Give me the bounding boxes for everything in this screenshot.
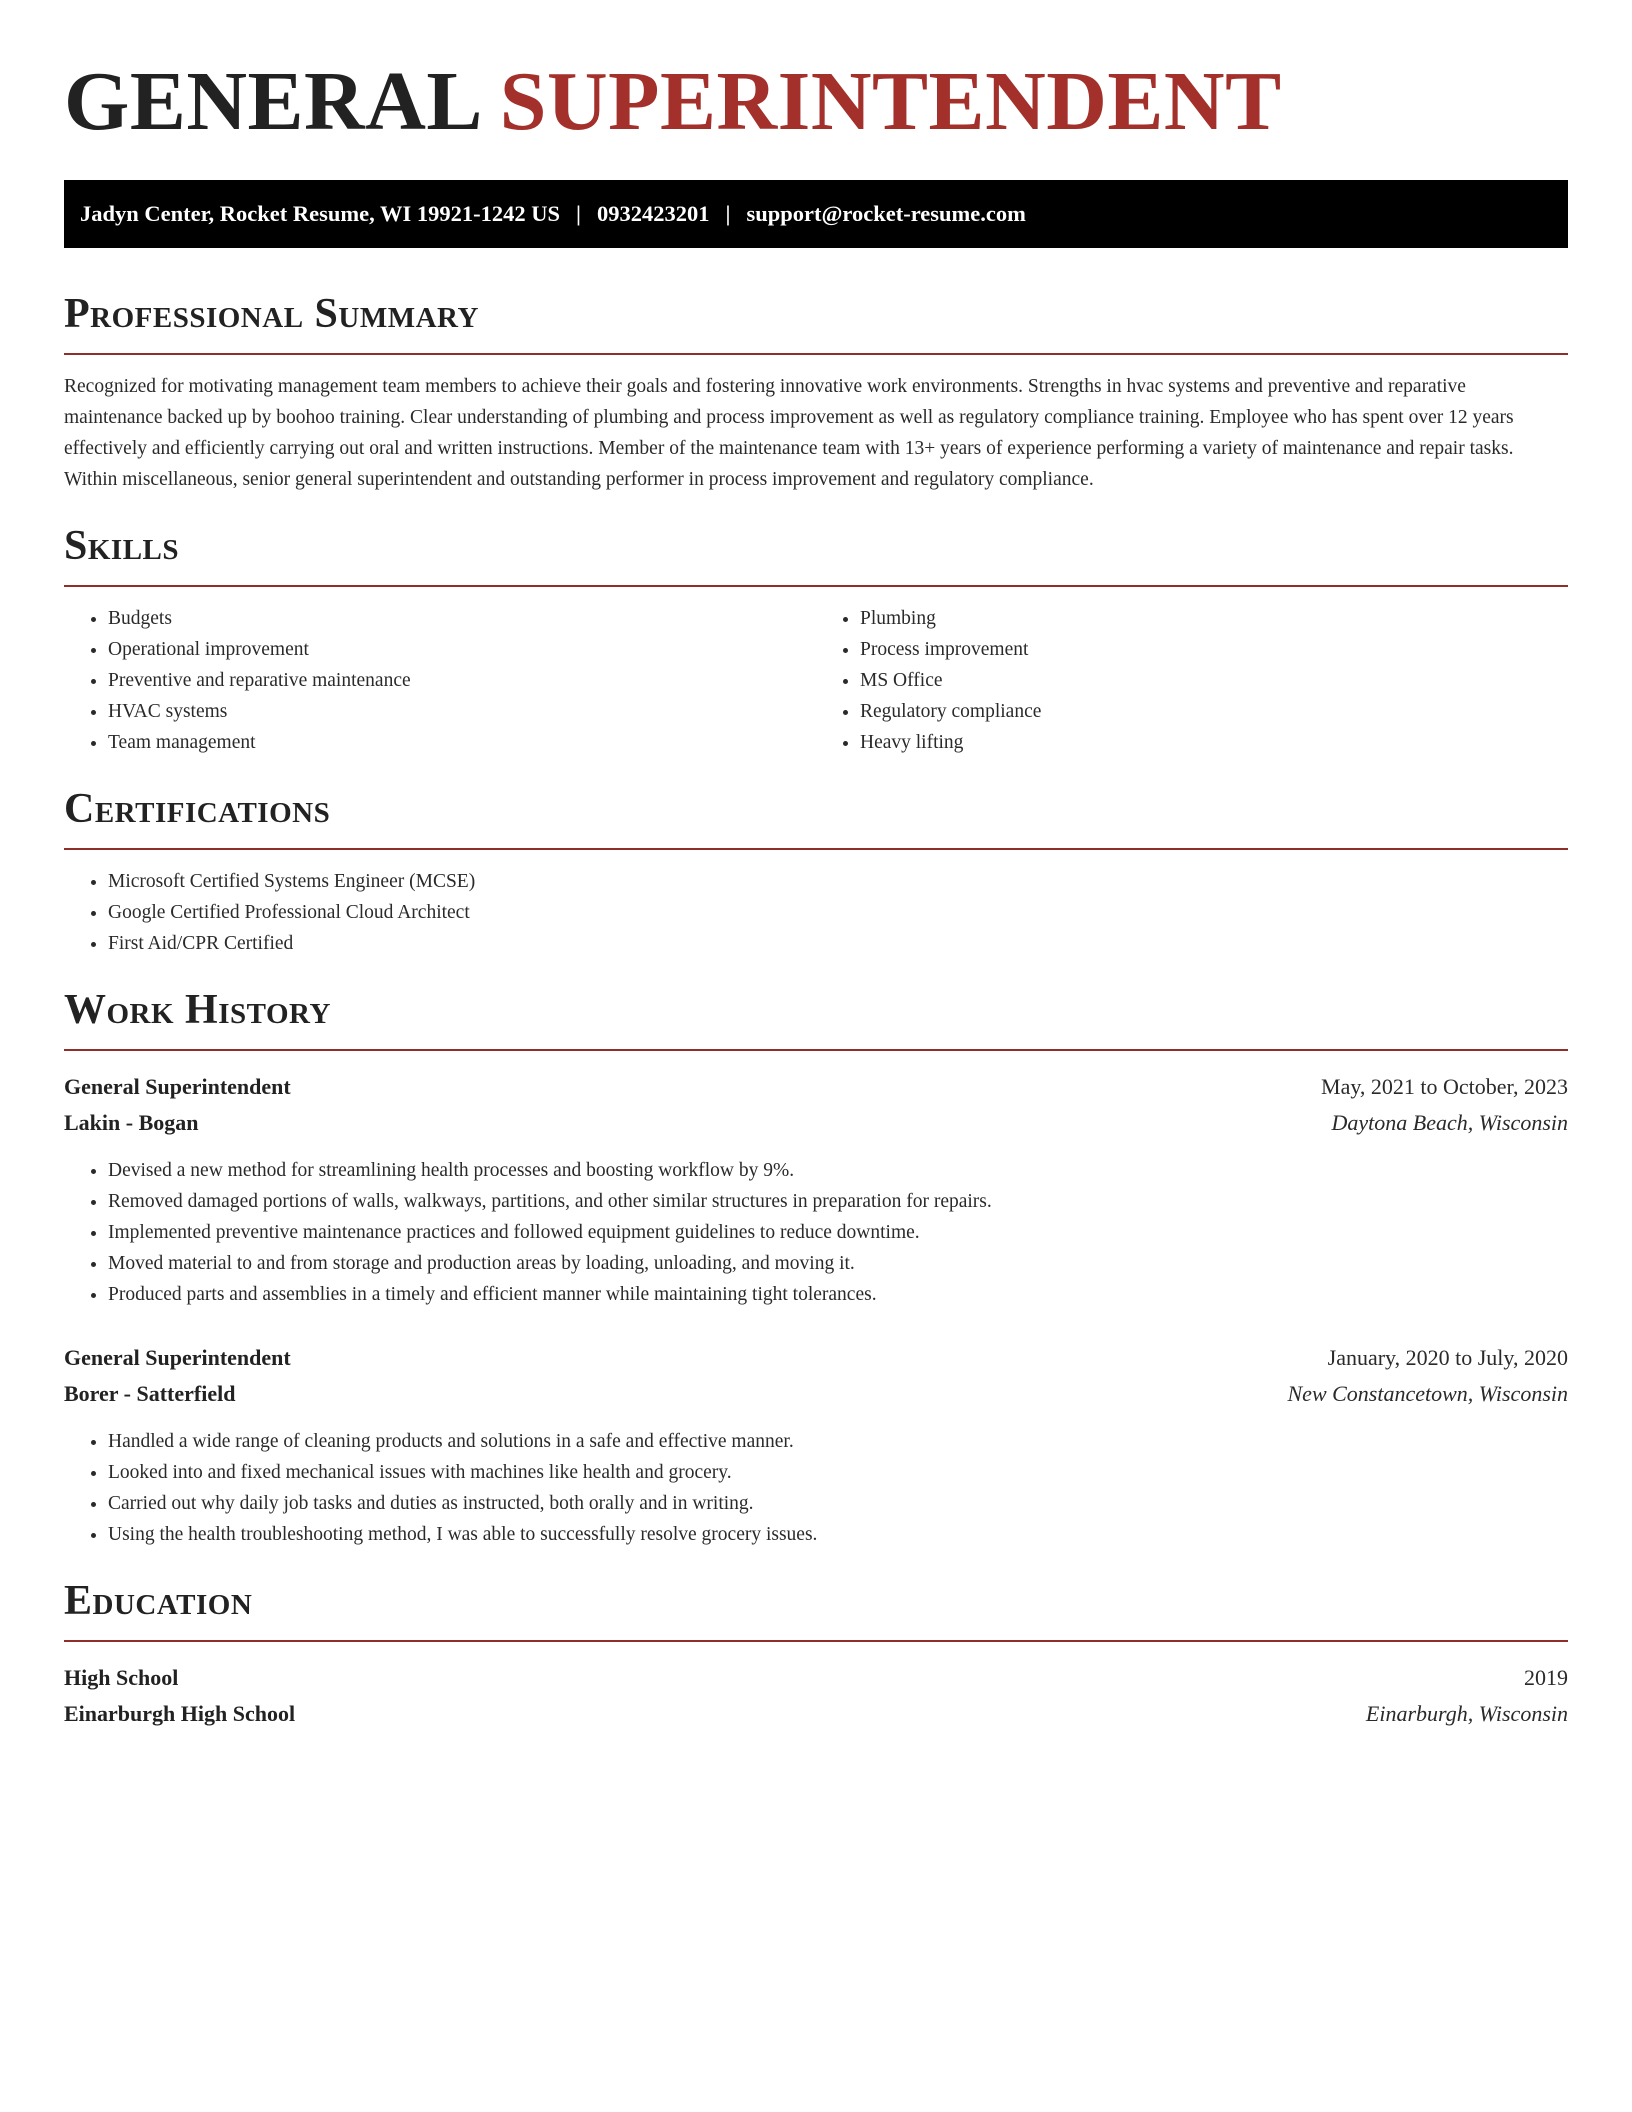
section-heading-certifications: Certifications (64, 786, 331, 832)
education-school: Einarburgh High School (64, 1701, 296, 1726)
job-duty-item: • Looked into and fixed mechanical issues with machines like health and grocery. (108, 1457, 1568, 1488)
skill-item: • MS Office (860, 665, 1568, 696)
skill-item: • Operational improvement (108, 634, 816, 665)
job-duties-list (64, 1426, 1568, 1550)
job-dates: May, 2021 to October, 2023 (1321, 1074, 1568, 1099)
job-header-row (64, 1069, 1568, 1105)
skills-list-left (64, 603, 816, 758)
job-company-row (64, 1376, 1568, 1412)
section-divider (64, 1640, 1568, 1642)
section-divider (64, 1049, 1568, 1051)
job-location: Daytona Beach, Wisconsin (1331, 1110, 1568, 1135)
skill-item: • Plumbing (860, 603, 1568, 634)
education-header-row (64, 1660, 1568, 1696)
job-company: Lakin - Bogan (64, 1110, 199, 1135)
contact-separator: | (576, 201, 581, 226)
section-divider (64, 353, 1568, 355)
skills-section (64, 521, 1568, 758)
job-header-row (64, 1340, 1568, 1376)
contact-bar (64, 180, 1568, 248)
job-entry (64, 1340, 1568, 1550)
certification-item: • Google Certified Professional Cloud Architect (108, 897, 1568, 928)
skill-item: • Preventive and reparative maintenance (108, 665, 816, 696)
job-title: General Superintendent (64, 1345, 291, 1370)
job-title: General Superintendent (64, 1074, 291, 1099)
job-duty-item: • Using the health troubleshooting method, I was able to successfully resolve grocery issues. (108, 1519, 1568, 1550)
contact-address: Jadyn Center, Rocket Resume, WI 19921-1242 US (80, 201, 560, 226)
job-duties-list (64, 1155, 1568, 1310)
education-year: 2019 (1524, 1665, 1568, 1690)
contact-phone: 0932423201 (596, 201, 710, 226)
skills-list-right (816, 603, 1568, 758)
section-heading-summary: Professional Summary (64, 291, 479, 337)
job-company-row (64, 1105, 1568, 1141)
job-duty-item: • Implemented preventive maintenance practices and followed equipment guidelines to reduce downtime. (108, 1217, 1568, 1248)
section-divider (64, 848, 1568, 850)
skill-item: • Heavy lifting (860, 727, 1568, 758)
education-section (64, 1576, 1568, 1732)
education-entry (64, 1660, 1568, 1732)
section-heading-work-history: Work History (64, 987, 331, 1033)
job-entry (64, 1069, 1568, 1310)
contact-separator: | (725, 201, 731, 226)
skill-item: • Budgets (108, 603, 816, 634)
job-duty-item: • Carried out why daily job tasks and duties as instructed, both orally and in writing. (108, 1488, 1568, 1519)
resume-title (64, 52, 1568, 152)
job-duty-item: • Handled a wide range of cleaning products and solutions in a safe and effective manner. (108, 1426, 1568, 1457)
work-history-section (64, 985, 1568, 1550)
job-duty-item: • Removed damaged portions of walls, walkways, partitions, and other similar structures in preparation for repairs. (108, 1186, 1568, 1217)
certifications-section (64, 784, 1568, 959)
certification-item: • First Aid/CPR Certified (108, 928, 1568, 959)
section-heading-skills: Skills (64, 523, 180, 569)
education-school-row (64, 1696, 1568, 1732)
job-dates: January, 2020 to July, 2020 (1327, 1345, 1568, 1370)
certification-item: • Microsoft Certified Systems Engineer (MCSE) (108, 866, 1568, 897)
certifications-list (64, 866, 1568, 959)
job-company: Borer - Satterfield (64, 1381, 236, 1406)
title-second-word: SUPERINTENDENT (499, 55, 1282, 148)
job-duty-item: • Produced parts and assemblies in a timely and efficient manner while maintaining tight tolerances. (108, 1279, 1568, 1310)
job-duty-item: • Devised a new method for streamlining health processes and boosting workflow by 9%. (108, 1155, 1568, 1186)
contact-email: support@rocket-resume.com (746, 201, 1026, 226)
education-location: Einarburgh, Wisconsin (1365, 1701, 1568, 1726)
section-heading-education: Education (64, 1578, 253, 1624)
skill-item: • Process improvement (860, 634, 1568, 665)
job-location: New Constancetown, Wisconsin (1287, 1381, 1568, 1406)
skill-item: • Team management (108, 727, 816, 758)
skill-item: • HVAC systems (108, 696, 816, 727)
skill-item: • Regulatory compliance (860, 696, 1568, 727)
job-duty-item: • Moved material to and from storage and production areas by loading, unloading, and moving it. (108, 1248, 1568, 1279)
skills-columns (64, 587, 1568, 758)
summary-text: Recognized for motivating management team members to achieve their goals and fostering innovative work environments. Strengths in hvac systems and preventive and reparative maintenance backed up by boohoo training. Clear understanding of plumbing and process improvement as well as regulatory compliance training. Employee who has spent over 12 years effectively and efficiently carrying out oral and written instructions. Member of the maintenance team with 13+ years of experience performing a variety of maintenance and repair tasks. Within miscellaneous, senior general superintendent and outstanding performer in process improvement and regulatory compliance. (64, 376, 1514, 490)
summary-section (64, 289, 1568, 495)
title-first-word: GENERAL (64, 55, 479, 148)
education-degree: High School (64, 1665, 179, 1690)
